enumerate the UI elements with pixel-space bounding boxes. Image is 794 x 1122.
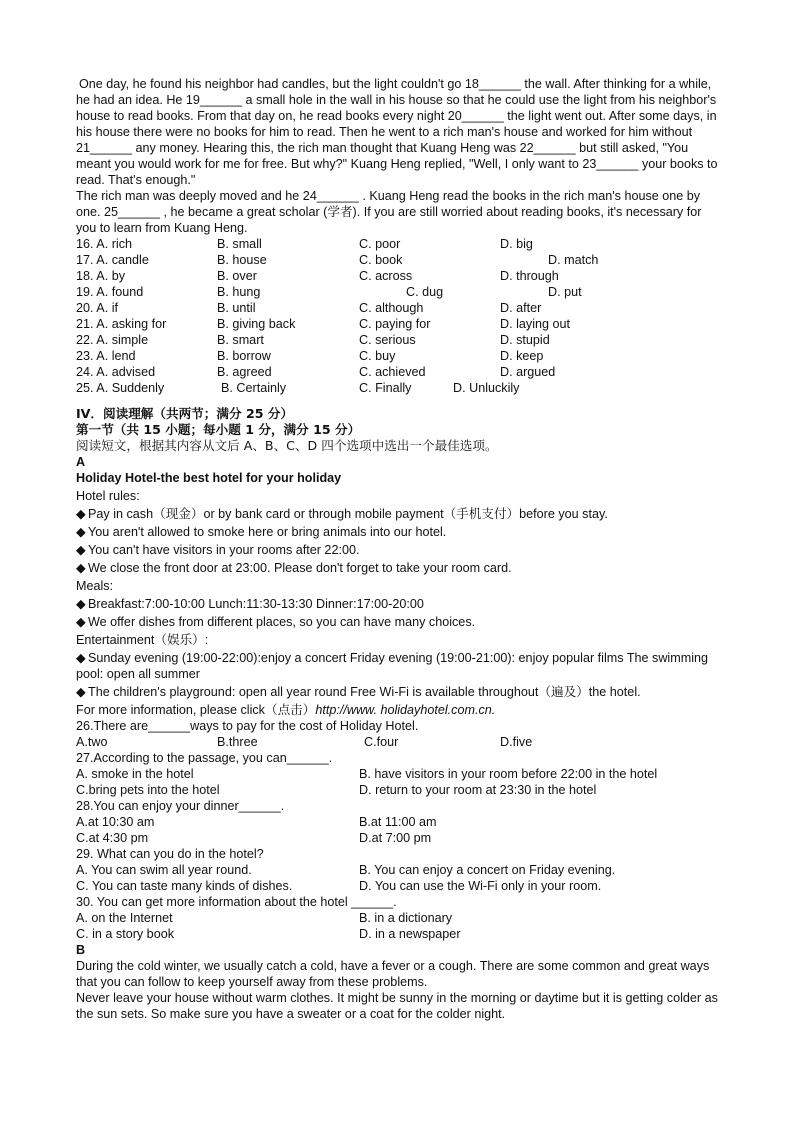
option-b: B. hung xyxy=(217,285,261,299)
option-b: B. small xyxy=(217,237,262,251)
option-a: 16. A. rich xyxy=(76,237,133,251)
option-a: 24. A. advised xyxy=(76,365,156,379)
option-b: B.at 11:00 am xyxy=(359,815,437,829)
option-b: B. until xyxy=(217,301,256,315)
option-a: 25. A. Suddenly xyxy=(76,381,165,395)
option-c: C. achieved xyxy=(359,365,426,379)
option-b: B. over xyxy=(217,269,257,283)
part-title: 第一节（共 15 小题；每小题 1 分，满分 15 分） xyxy=(76,422,361,437)
option-c: C. book xyxy=(359,253,403,267)
option-c: C. across xyxy=(359,269,413,283)
meals-label: Meals: xyxy=(76,579,114,593)
exam-page xyxy=(76,76,720,1022)
option-d: D. put xyxy=(548,285,582,299)
rule-item: ◆ We close the front door at 23:00. Please don't forget to take your room card. xyxy=(76,561,512,575)
option-a: A.at 10:30 am xyxy=(76,815,155,829)
option-d: D. You can use the Wi-Fi only in your room. xyxy=(359,879,602,893)
passage-a-label: A xyxy=(76,455,86,469)
diamond-bullet-icon: ◆ xyxy=(76,685,86,699)
options-row xyxy=(76,814,720,830)
diamond-bullet-icon: ◆ xyxy=(76,525,86,539)
options-row xyxy=(76,926,720,942)
option-a: 19. A. found xyxy=(76,285,144,299)
option-c: C.at 4:30 pm xyxy=(76,831,149,845)
diamond-bullet-icon: ◆ xyxy=(76,651,86,665)
question-stem: 28.You can enjoy your dinner______. xyxy=(76,799,285,813)
diamond-bullet-icon: ◆ xyxy=(76,597,86,611)
more-info: For more information, please click（点击）http://www. holidayhotel.com.cn. xyxy=(76,703,496,717)
option-d: D. big xyxy=(500,237,533,251)
option-c: C. in a story book xyxy=(76,927,174,941)
options-row xyxy=(76,782,720,798)
question-stem: 29. What can you do in the hotel? xyxy=(76,847,264,861)
section-title: IV．阅读理解（共两节；满分 25 分） xyxy=(76,406,294,421)
option-b: B. borrow xyxy=(217,349,271,363)
option-b: B.three xyxy=(217,735,258,749)
entertainment-item: ◆ Sunday evening (19:00-22:00):enjoy a concert Friday evening (19:00-21:00): enjoy popular films The swimming pool: open all summer xyxy=(76,651,709,681)
passage-a-title: Holiday Hotel-the best hotel for your holiday xyxy=(76,471,342,485)
instruction: 阅读短文，根据其内容从文后 A、B、C、D 四个选项中选出一个最佳选项。 xyxy=(76,438,498,453)
option-b: B. agreed xyxy=(217,365,272,379)
entertainment-item: ◆ The children's playground: open all year round Free Wi-Fi is available throughout（遍及）the hotel. xyxy=(76,685,641,699)
option-c: C. although xyxy=(359,301,424,315)
entertainment-label: Entertainment（娱乐）: xyxy=(76,633,209,647)
option-b: B. giving back xyxy=(217,317,296,331)
option-c: C.bring pets into the hotel xyxy=(76,783,220,797)
option-b: B. smart xyxy=(217,333,264,347)
options-row xyxy=(76,766,720,782)
option-d: D. Unluckily xyxy=(453,381,520,395)
options-row xyxy=(76,830,720,846)
option-b: B. You can enjoy a concert on Friday evening. xyxy=(359,863,616,877)
question-25 xyxy=(76,380,720,396)
option-b: B. in a dictionary xyxy=(359,911,453,925)
question-27 xyxy=(76,750,720,798)
option-d: D. stupid xyxy=(500,333,550,347)
option-c: C.four xyxy=(364,735,399,749)
diamond-bullet-icon: ◆ xyxy=(76,615,86,629)
diamond-bullet-icon: ◆ xyxy=(76,561,86,575)
question-29 xyxy=(76,846,720,894)
question-26 xyxy=(76,718,720,750)
option-a: A. smoke in the hotel xyxy=(76,767,194,781)
question-28 xyxy=(76,798,720,846)
reading-section xyxy=(76,406,720,1022)
diamond-bullet-icon: ◆ xyxy=(76,543,86,557)
question-stem: 30. You can get more information about the hotel ______. xyxy=(76,895,397,909)
option-a: A. You can swim all year round. xyxy=(76,863,252,877)
options-row xyxy=(76,878,720,894)
option-c: C. paying for xyxy=(359,317,431,331)
option-d: D.at 7:00 pm xyxy=(359,831,432,845)
meal-item: ◆ Breakfast:7:00-10:00 Lunch:11:30-13:30 Dinner:17:00-20:00 xyxy=(76,597,424,611)
option-b: B. Certainly xyxy=(221,381,287,395)
option-a: A.two xyxy=(76,735,108,749)
rule-item: ◆ You aren't allowed to smoke here or bring animals into our hotel. xyxy=(76,525,447,539)
option-d: D. laying out xyxy=(500,317,571,331)
option-b: B. have visitors in your room before 22:00 in the hotel xyxy=(359,767,658,781)
option-d: D. argued xyxy=(500,365,556,379)
question-24 xyxy=(76,364,720,380)
passage-b-paragraph-1: During the cold winter, we usually catch a cold, have a fever or a cough. There are some common and great ways that you can follow to keep yourself away from these problems. xyxy=(76,959,710,989)
option-b: B. house xyxy=(217,253,267,267)
question-30 xyxy=(76,894,720,942)
question-17 xyxy=(76,252,720,268)
question-21 xyxy=(76,316,720,332)
hotel-url-link[interactable]: http://www. holidayhotel.com.cn. xyxy=(315,703,496,717)
rule-item: ◆ Pay in cash（现金）or by bank card or through mobile payment（手机支付）before you stay. xyxy=(76,507,608,521)
option-d: D. return to your room at 23:30 in the hotel xyxy=(359,783,597,797)
option-c: C. Finally xyxy=(359,381,412,395)
option-d: D. match xyxy=(548,253,599,267)
options-row xyxy=(76,910,720,926)
option-c: C. You can taste many kinds of dishes. xyxy=(76,879,293,893)
option-c: C. serious xyxy=(359,333,416,347)
option-d: D.five xyxy=(500,735,533,749)
passage-b-label: B xyxy=(76,943,86,957)
question-stem: 27.According to the passage, you can______. xyxy=(76,751,333,765)
meal-item: ◆ We offer dishes from different places, so you can have many choices. xyxy=(76,615,476,629)
question-18 xyxy=(76,268,720,284)
option-a: 20. A. if xyxy=(76,301,119,315)
option-c: C. dug xyxy=(406,285,444,299)
question-23 xyxy=(76,348,720,364)
passage-b-paragraph-2: Never leave your house without warm clothes. It might be sunny in the morning or daytime but it is getting colder as the sun sets. So make sure you have a sweater or a coat for the colder night. xyxy=(76,991,718,1021)
option-a: A. on the Internet xyxy=(76,911,173,925)
diamond-bullet-icon: ◆ xyxy=(76,507,86,521)
options-row xyxy=(76,734,720,750)
option-d: D. keep xyxy=(500,349,544,363)
option-a: 21. A. asking for xyxy=(76,317,167,331)
options-row xyxy=(76,862,720,878)
cloze-paragraph-1: One day, he found his neighbor had candles, but the light couldn't go 18______ the wall. After thinking for a while, he had an idea. He 19______ a small hole in the wall in his house so that he could use the light from his neighbor's house to read books. From that day on, he read books every night 20______ the light went out. After some days, in his house there were no books for him to read. Then he went to a rich man's house and worked for him without 21______ any money. Hearing this, the rich man thought that Kuang Heng was 22______ but still asked, "You meant you would work for me for free. But why?" Kuang Heng replied, "Well, I only want to 23______ your books to read. That's enough." xyxy=(76,77,718,187)
option-a: 22. A. simple xyxy=(76,333,149,347)
question-19 xyxy=(76,284,720,300)
question-16 xyxy=(76,236,720,252)
question-22 xyxy=(76,332,720,348)
option-d: D. in a newspaper xyxy=(359,927,461,941)
option-a: 17. A. candle xyxy=(76,253,149,267)
cloze-options xyxy=(76,236,720,396)
rules-label: Hotel rules: xyxy=(76,489,140,503)
cloze-passage xyxy=(76,76,720,236)
cloze-paragraph-2: The rich man was deeply moved and he 24______ . Kuang Heng read the books in the rich man's house one by one. 25______ , he became a great scholar (学者). If you are still worried about reading books, it's necessary for you to learn from Kuang Heng. xyxy=(76,189,702,235)
option-a: 23. A. lend xyxy=(76,349,136,363)
question-stem: 26.There are______ways to pay for the cost of Holiday Hotel. xyxy=(76,719,419,733)
option-d: D. through xyxy=(500,269,559,283)
option-c: C. buy xyxy=(359,349,396,363)
option-a: 18. A. by xyxy=(76,269,126,283)
question-20 xyxy=(76,300,720,316)
option-c: C. poor xyxy=(359,237,401,251)
rule-item: ◆ You can't have visitors in your rooms after 22:00. xyxy=(76,543,360,557)
option-d: D. after xyxy=(500,301,542,315)
